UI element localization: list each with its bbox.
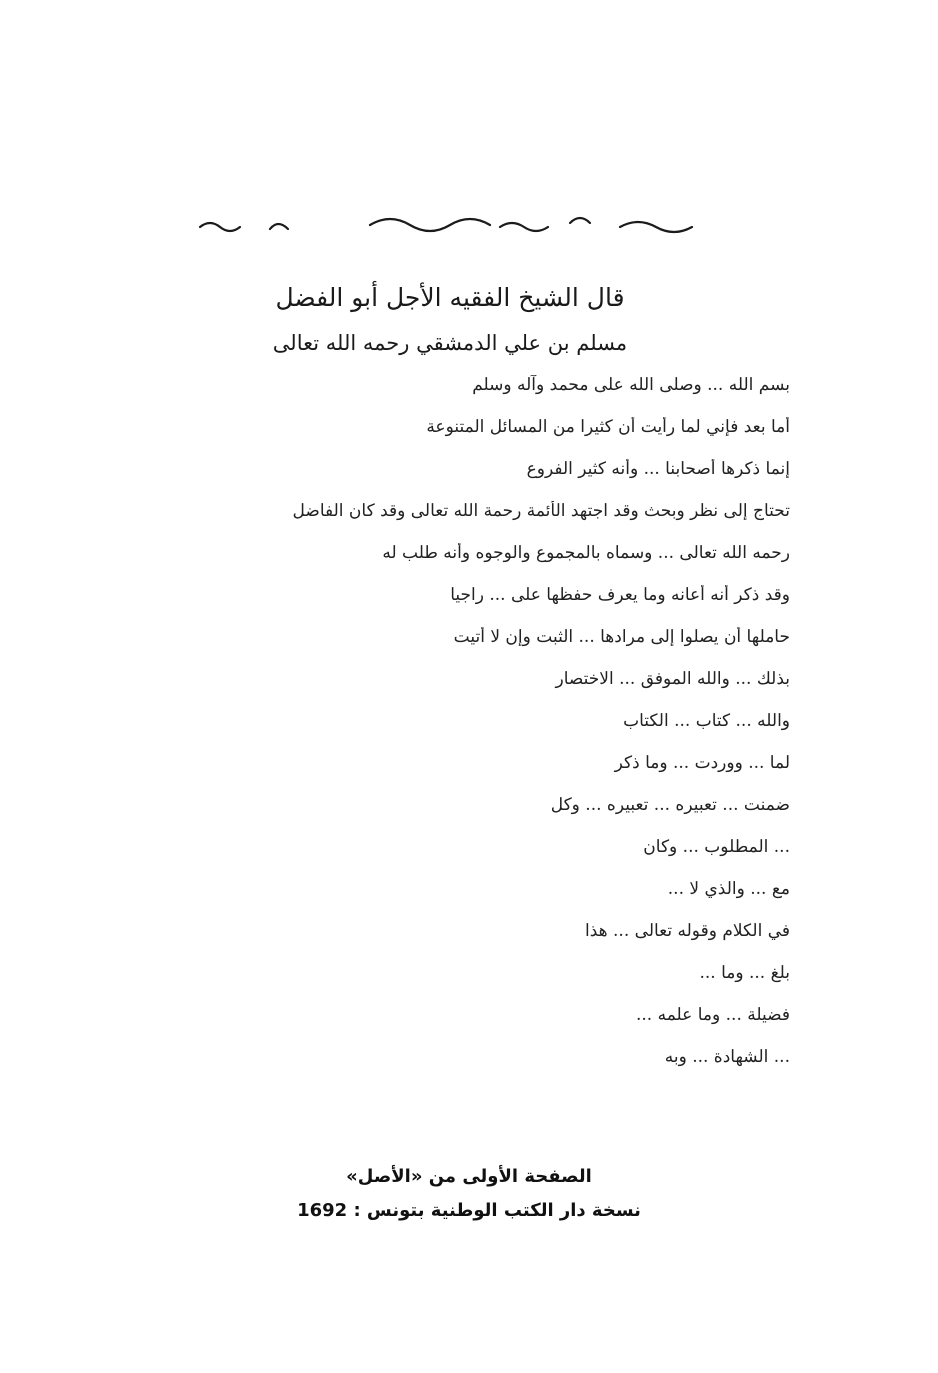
caption-source: نسخة دار الكتب الوطنية بتونس : 1692 — [297, 1200, 641, 1221]
manuscript-heading-2: مسلم بن علي الدمشقي رحمه الله تعالى — [272, 331, 628, 355]
manuscript-line — [150, 958, 790, 998]
manuscript-line — [150, 874, 790, 914]
manuscript-line-text: بلغ ... وما ... — [699, 963, 790, 983]
manuscript-heading-1: قال الشيخ الفقيه الأجل أبو الفضل — [275, 283, 625, 312]
manuscript-line — [150, 496, 790, 536]
manuscript-line-text: وقد ذكر أنه أعانه وما يعرف حفظها على ... راجيا — [450, 585, 790, 605]
manuscript-line-text: بسم الله ... وصلى الله على محمد وآله وسلم — [472, 375, 790, 395]
manuscript-line — [150, 1000, 790, 1040]
manuscript-line — [150, 706, 790, 746]
manuscript-line — [150, 622, 790, 662]
manuscript-line-text: بذلك ... والله الموفق ... الاختصار — [555, 669, 790, 689]
manuscript-line — [150, 916, 790, 956]
header-scribble-marks — [170, 203, 730, 243]
manuscript-line-text: أما بعد فإني لما رأيت أن كثيرا من المسائل المتنوعة — [426, 417, 790, 437]
manuscript-line — [150, 538, 790, 578]
caption-title: الصفحة الأولى من «الأصل» — [346, 1166, 592, 1187]
manuscript-line-text: تحتاج إلى نظر وبحث وقد اجتهد الأئمة رحمة الله تعالى وقد كان الفاضل — [292, 501, 790, 521]
manuscript-line — [150, 412, 790, 452]
manuscript-line-text: ... المطلوب ... وكان — [643, 837, 790, 857]
manuscript-line-text: رحمه الله تعالى ... وسماه بالمجموع والوجوه وأنه طلب له — [382, 543, 790, 563]
manuscript-line — [150, 454, 790, 494]
manuscript-line-text: حاملها أن يصلوا إلى مرادها ... الثبت وإن لا أتيت — [453, 627, 790, 647]
manuscript-line — [150, 664, 790, 704]
manuscript-line-text: في الكلام وقوله تعالى ... هذا — [585, 921, 790, 941]
manuscript-line — [150, 370, 790, 410]
manuscript-line-text: والله ... كتاب ... الكتاب — [623, 711, 790, 731]
manuscript-line-text: إنما ذكرها أصحابنا ... وأنه كثير الفروع — [526, 459, 790, 479]
manuscript-line-text: فضيلة ... وما علمه ... — [636, 1005, 790, 1025]
manuscript-line — [150, 832, 790, 872]
manuscript-scan — [150, 195, 790, 1115]
manuscript-line-text: ضمنت ... تعبيره ... تعبيره ... وكل — [550, 795, 790, 815]
manuscript-line-text: ... الشهادة ... وبه — [664, 1047, 790, 1067]
manuscript-line — [150, 790, 790, 830]
manuscript-line — [150, 580, 790, 620]
manuscript-line — [150, 748, 790, 788]
manuscript-line — [150, 1042, 790, 1082]
manuscript-line-text: لما ... ووردت ... وما ذكر — [614, 753, 790, 773]
manuscript-line-text: مع ... والذي لا ... — [667, 879, 790, 899]
